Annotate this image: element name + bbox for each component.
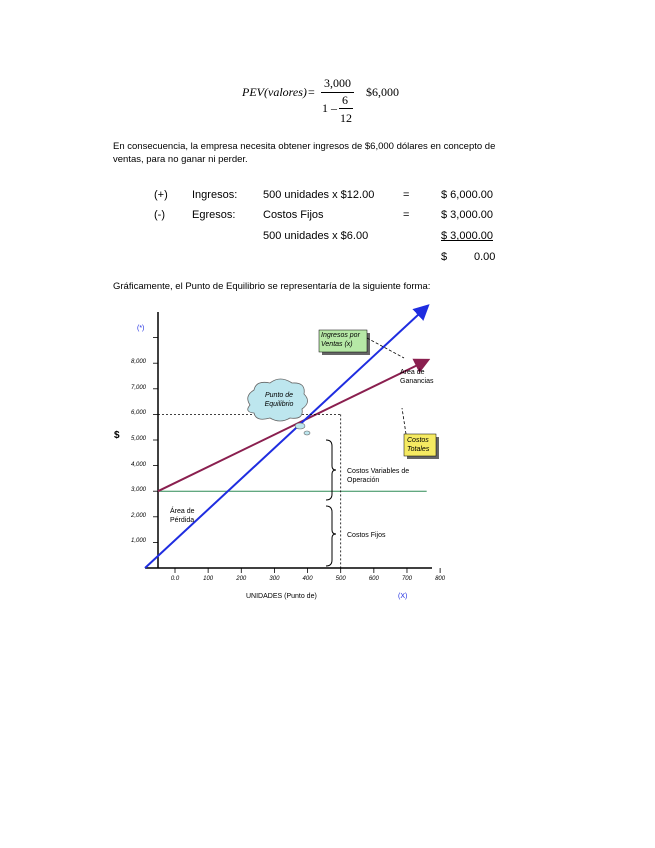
x-axis-end-label: (X) [398,593,408,600]
area-ganancias-text: Area de Ganancias [400,369,434,385]
row1-eq: = [403,189,410,201]
paragraph-consecuencia: En consecuencia, la empresa necesita obtener ingresos de $6,000 dólares en concepto de ventas, para no ganar ni perder. [113,141,496,165]
revenue-line [145,307,427,568]
costos-fijos-text: Costos Fijos [347,532,386,539]
y-tick-label: 7,000 [130,384,146,391]
x-tick-label: 400 [302,576,313,582]
row2-eq: = [403,209,410,221]
formula-rhs: $6,000 [366,85,399,99]
row2-sign: (-) [154,209,165,221]
row2-desc: Costos Fijos [263,209,324,221]
row2-label: Egresos: [192,209,236,221]
callout-costos-pointer [402,408,406,434]
y-axis-dollar: $ [114,430,120,441]
x-tick-label: 600 [368,576,379,582]
x-tick-label: 700 [401,576,412,582]
formula-equals: = [308,85,315,99]
area-perdida-text: Área de Pérdida [170,508,195,524]
cloud-bubble-2 [304,431,310,435]
costos-variables-text: Costos Variables de Operación [347,468,410,484]
paragraph-graficamente: Gráficamente, el Punto de Equilibrio se representaría de la siguiente forma: [113,281,431,292]
x-tick-label: 800 [435,576,446,582]
row1-label: Ingresos: [192,189,238,201]
callout-ingresos-text: Ingresos por Ventas (x) [321,332,360,348]
callout-costos-text: Costos Totales [407,437,430,453]
y-axis-top-label: (*) [137,325,145,332]
cloud-bubble-1 [295,423,305,429]
y-tick-label: 2,000 [130,512,146,519]
y-tick-label: 4,000 [130,461,146,468]
x-tick-label: 500 [335,576,346,582]
cloud-text: Punto de Equilibrio [264,392,294,408]
y-tick-label: 3,000 [130,487,146,494]
x-tick-label: 100 [203,576,214,582]
row4-value: 0.00 [474,251,496,263]
formula-numerator: 3,000 [324,76,351,90]
row3-value: $ 3,000.00 [441,230,493,242]
x-tick-label: 0.0 [170,576,180,582]
callout-ingresos-pointer [367,338,404,358]
row1-desc: 500 unidades x $12.00 [263,189,375,201]
row2-value: $ 3,000.00 [441,209,493,221]
formula-frac-den: 12 [340,111,352,125]
row3-desc: 500 unidades x $6.00 [263,230,369,242]
y-tick-label: 1,000 [130,538,146,545]
row1-sign: (+) [154,189,168,201]
formula-denominator-one: 1 – [322,101,337,115]
row1-value: $ 6,000.00 [441,189,493,201]
brace-costos-fijos [326,506,336,566]
y-tick-label: 6,000 [130,410,146,417]
row4-currency: $ [441,251,448,263]
x-axis-title: UNIDADES (Punto de) [246,593,317,600]
y-tick-label: 8,000 [130,359,146,366]
x-tick-label: 200 [236,576,247,582]
formula-lhs-text: PEV [242,85,264,99]
formula-lhs-paren: (valores) [264,85,307,99]
formula-frac-num: 6 [342,93,348,107]
y-tick-label: 5,000 [130,436,146,442]
x-tick-label: 300 [269,576,280,582]
